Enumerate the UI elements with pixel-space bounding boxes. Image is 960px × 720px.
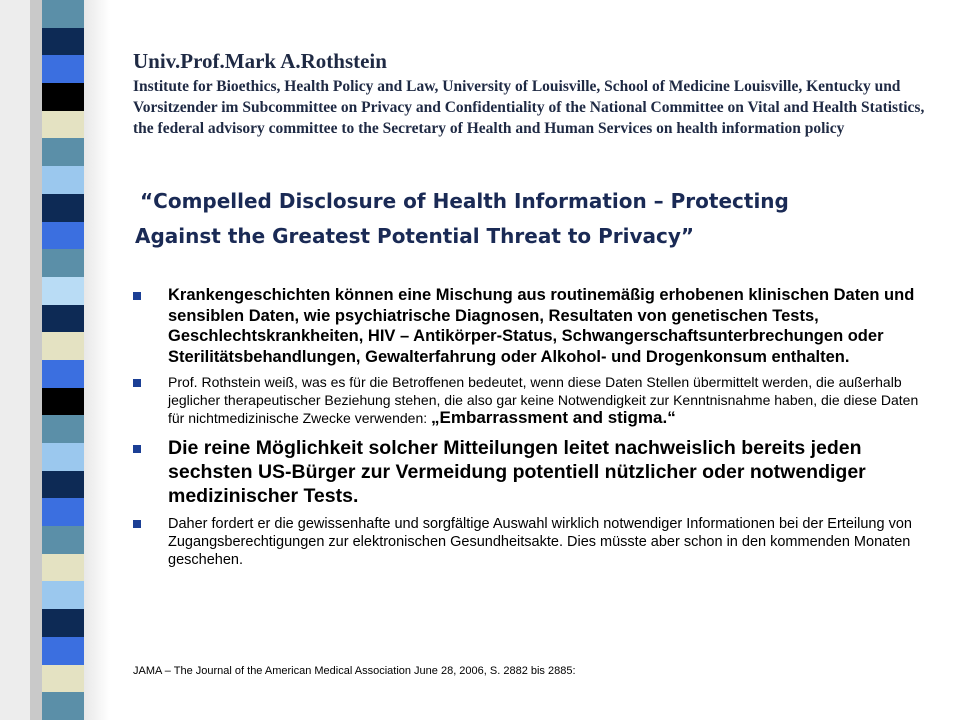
stripe-block — [42, 581, 84, 609]
slide-title — [135, 184, 925, 254]
stripe-block — [42, 166, 84, 194]
stripe-block — [42, 554, 84, 582]
stripe-block — [42, 249, 84, 277]
stripe-block — [42, 138, 84, 166]
stripe-block — [42, 388, 84, 416]
bullet-item-demand — [133, 515, 933, 569]
stripe-block — [42, 0, 84, 28]
decorative-stripe — [0, 0, 110, 720]
stripe-block — [42, 498, 84, 526]
stripe-block — [42, 471, 84, 499]
stripe-block — [42, 55, 84, 83]
stripe-block — [42, 277, 84, 305]
bullet-emphasis: „Embarrassment and stigma.“ — [431, 408, 676, 427]
square-bullet-icon — [133, 292, 141, 300]
stripe-color-blocks — [42, 0, 84, 720]
bullet-text: Prof. Rothstein weiß, was es für die Betroffenen bedeutet, wenn diese Daten Stellen übermittelt werden, die außerhalb jeglicher therapeutischer Beziehung stehen, die also gar keine Notwendigkeit zur Kenntnisnahme haben, die diese Daten für nichtmedizinische Zwecke verwenden: — [168, 374, 919, 426]
square-bullet-icon — [133, 379, 141, 387]
stripe-gray-band — [0, 0, 30, 720]
bullet-item-rothstein — [133, 374, 933, 428]
bullet-text: Krankengeschichten können eine Mischung aus routinemäßig erhobenen klinischen Daten und sensiblen Daten, wie psychiatrische Diagnosen, Resultaten von genetischen Tests, Geschlechtskrankheiten, HIV – Antikörper-Status, Schwangerschaftsunterbrechungen oder Sterilitätsbehandlungen, Gewalterfahrung oder Alkohol- und Drogenkonsum enthalten. — [168, 286, 915, 366]
stripe-block — [42, 637, 84, 665]
stripe-block — [42, 332, 84, 360]
stripe-block — [42, 111, 84, 139]
bullet-text: Die reine Möglichkeit solcher Mitteilungen leitet nachweislich bereits jeden sechsten US-Bürger zur Vermeidung potentiell nützlicher oder notwendiger medizinischer Tests. — [168, 436, 866, 507]
bullet-text: Daher fordert er die gewissenhafte und sorgfältige Auswahl wirklich notwendiger Informationen bei der Erteilung von Zugangsberechtigungen zur elektronischen Gesundheitsakte. Dies müsste aber schon in den kommenden Monaten geschehen. — [168, 515, 912, 568]
bullet-item-sensitive-data — [133, 285, 933, 367]
stripe-block — [42, 443, 84, 471]
stripe-block — [42, 28, 84, 56]
stripe-fade-edge — [84, 0, 110, 720]
slide-title-line-1: “Compelled Disclosure of Health Information – Protecting — [140, 189, 789, 213]
stripe-block — [42, 609, 84, 637]
stripe-block — [42, 692, 84, 720]
stripe-block — [42, 415, 84, 443]
stripe-block — [42, 360, 84, 388]
square-bullet-icon — [133, 520, 141, 528]
stripe-block — [42, 665, 84, 693]
stripe-block — [42, 222, 84, 250]
author-name: Univ.Prof.Mark A.Rothstein — [133, 49, 387, 73]
source-citation: JAMA – The Journal of the American Medical Association June 28, 2006, S. 2882 bis 2885: — [133, 665, 576, 677]
bullet-list — [133, 285, 933, 569]
stripe-shadow-band — [30, 0, 42, 720]
bullet-item-avoidance — [133, 436, 933, 508]
stripe-block — [42, 194, 84, 222]
author-affiliation: Institute for Bioethics, Health Policy and Law, University of Louisville, School of Medicine Louisville, Kentucky und Vorsitzender im Subcommittee on Privacy and Confidentiality of the National Committee on Vital and Health Statistics, the federal advisory committee to the Secretary of Health and Human Services on health information policy — [133, 78, 925, 137]
stripe-block — [42, 305, 84, 333]
stripe-block — [42, 83, 84, 111]
author-header — [133, 48, 933, 139]
slide-title-line-2: Against the Greatest Potential Threat to Privacy” — [135, 224, 695, 248]
stripe-block — [42, 526, 84, 554]
square-bullet-icon — [133, 445, 141, 453]
